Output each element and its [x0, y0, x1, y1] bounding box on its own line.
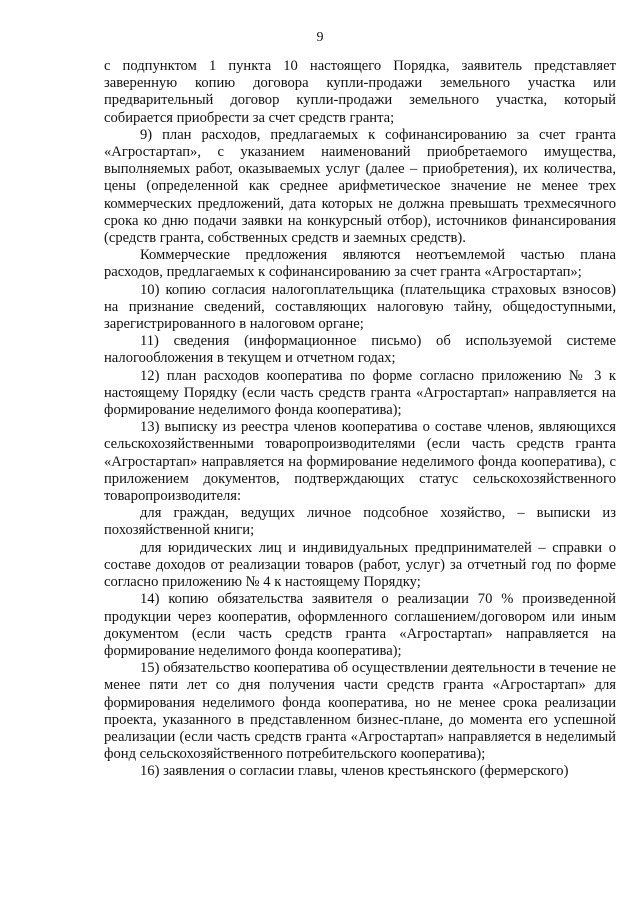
paragraph: 13) выписку из реестра членов кооператива о составе членов, являющихся сельскохозяйственными товаропроизводителями (если часть средств гранта «Агростартап» направляется на формирование неделимого фонда кооператива), с приложением документов, подтверждающих статус сельскохозяйственного товаропроизводителя:	[104, 419, 616, 505]
paragraph: с подпунктом 1 пункта 10 настоящего Порядка, заявитель представляет заверенную копию договора купли-продажи земельного участка или предварительный договор купли-продажи земельного участка, который собирается приобрести за счет средств гранта;	[104, 58, 616, 126]
document-body	[104, 58, 616, 781]
paragraph: 14) копию обязательства заявителя о реализации 70 % произведенной продукции через кооператив, оформленного соглашением/договором или иным документом (если часть средств гранта «Агростартап» направляется на формирование неделимого фонда кооператива);	[104, 591, 616, 659]
paragraph: 15) обязательство кооператива об осуществлении деятельности в течение не менее пяти лет со дня получения части средств гранта «Агростартап» для формирования неделимого фонда кооператива, но не менее срока реализации проекта, указанного в представленном бизнес-плане, до момента его успешной реализации (если часть средств гранта «Агростартап» направляется в неделимый фонд сельскохозяйственного потребительского кооператива);	[104, 660, 616, 763]
paragraph: для юридических лиц и индивидуальных предпринимателей – справки о составе доходов от реализации товаров (работ, услуг) за отчетный год по форме согласно приложению № 4 к настоящему Порядку;	[104, 539, 616, 591]
paragraph: для граждан, ведущих личное подсобное хозяйство, – выписки из похозяйственной книги;	[104, 505, 616, 539]
paragraph: 10) копию согласия налогоплательщика (плательщика страховых взносов) на признание сведений, составляющих налоговую тайну, общедоступными, зарегистрированного в налоговом органе;	[104, 281, 616, 333]
paragraph: Коммерческие предложения являются неотъемлемой частью плана расходов, предлагаемых к софинансированию за счет гранта «Агростартап»;	[104, 247, 616, 281]
page-number: 9	[316, 30, 324, 45]
paragraph: 16) заявления о согласии главы, членов крестьянского (фермерского)	[140, 763, 569, 780]
paragraph: 12) план расходов кооператива по форме согласно приложению № 3 к настоящему Порядку (если часть средств гранта «Агростартап» направляется на формирование неделимого фонда кооператива);	[104, 367, 616, 419]
paragraph: 9) план расходов, предлагаемых к софинансированию за счет гранта «Агростартап», с указанием наименований приобретаемого имущества, выполняемых работ, оказываемых услуг (далее – приобретения), их количества, цены (определенной как среднее арифметическое значение не менее трех коммерческих предложений, дата которых не должна превышать трехмесячного срока ко дню подачи заявки на конкурсный отбор), источников финансирования (средств гранта, собственных средств и заемных средств).	[104, 126, 616, 247]
paragraph: 11) сведения (информационное письмо) об используемой системе налогообложения в текущем и отчетном годах;	[104, 333, 616, 367]
